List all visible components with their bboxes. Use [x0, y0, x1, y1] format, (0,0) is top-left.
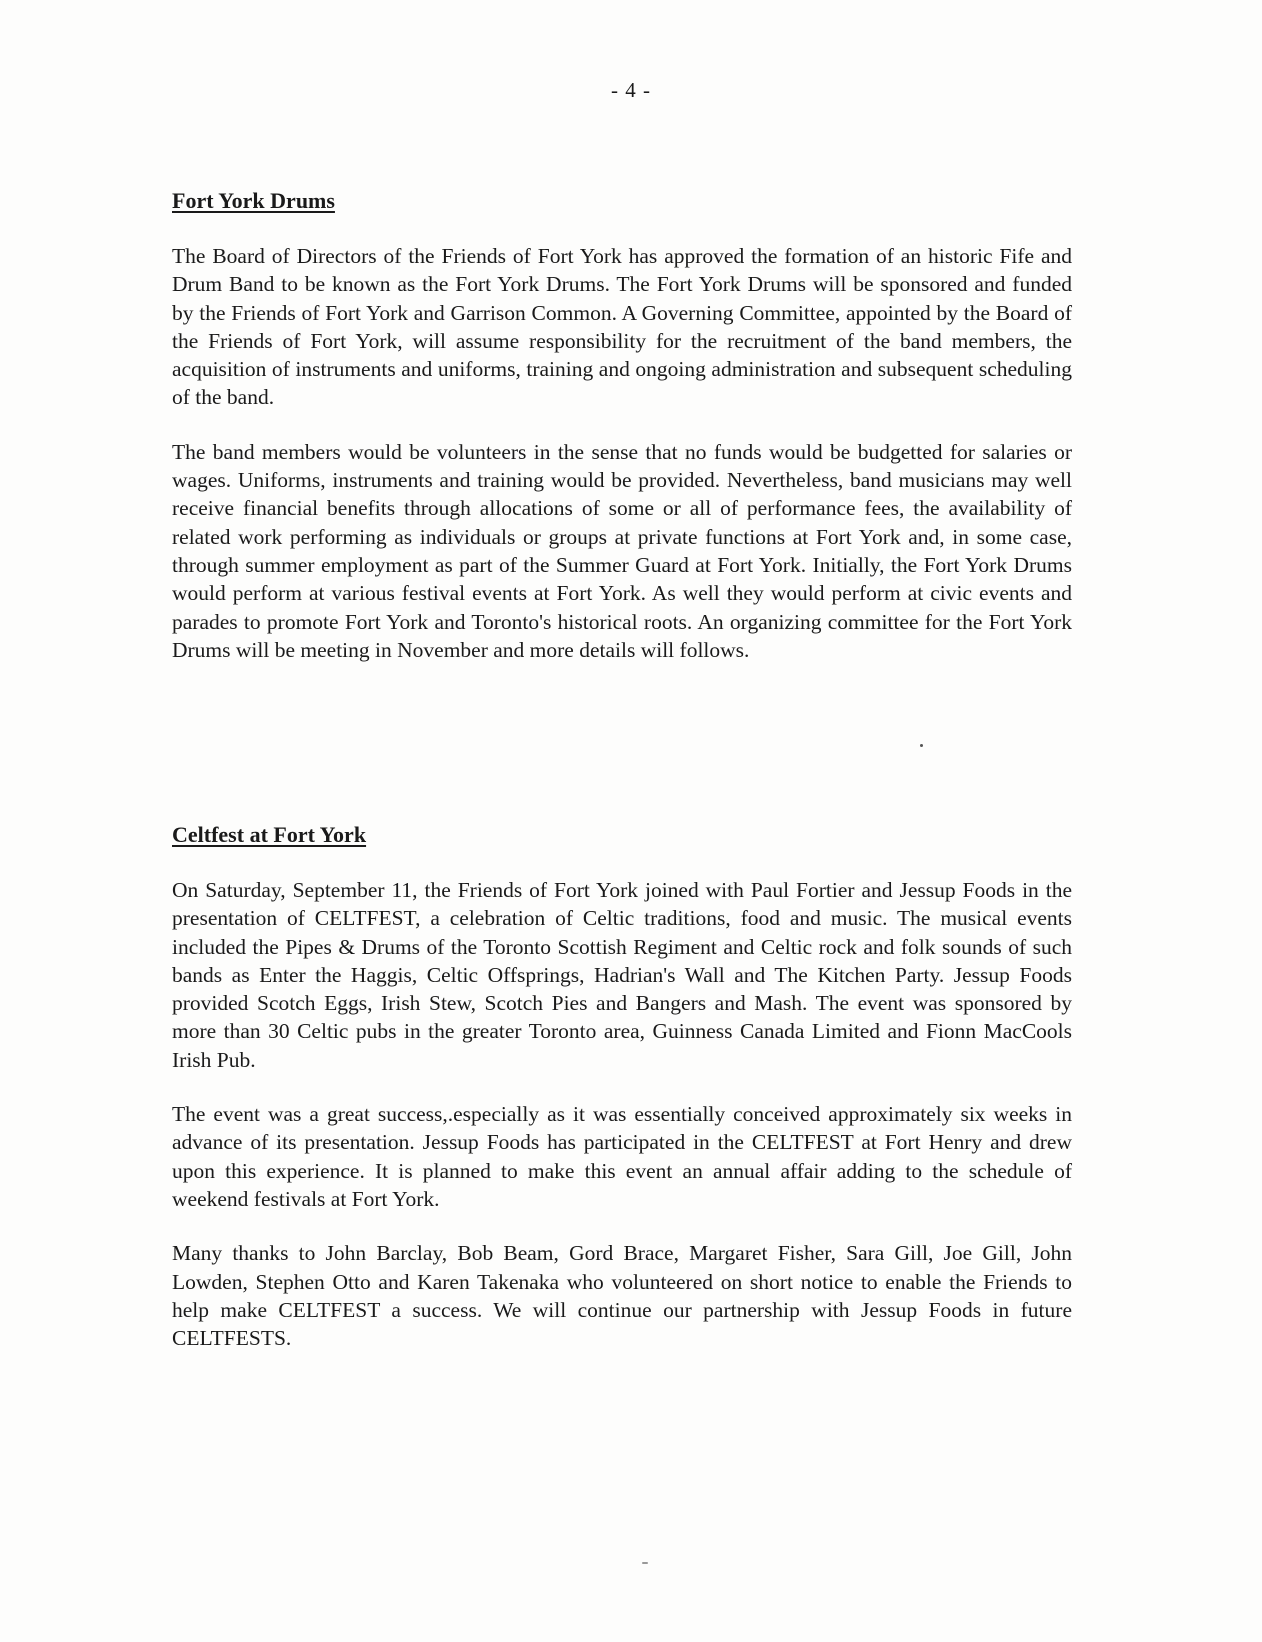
paragraph: The band members would be volunteers in the sense that no funds would be budgetted for salaries or wages. Uniforms, instruments and training would be provided. Nevertheless, band musicians may well receive financial benefits through allocations of some or all of performance fees, the availability of related work performing as individuals or groups at private functions at Fort York and, in some case, through summer employment as part of the Summer Guard at Fort York. Initially, the Fort York Drums would perform at various festival events at Fort York. As well they would perform at civic events and parades to promote Fort York and Toronto's historical roots. An organizing committee for the Fort York Drums will be meeting in November and more details will follows. [172, 439, 1072, 662]
paragraph: Many thanks to John Barclay, Bob Beam, Gord Brace, Margaret Fisher, Sara Gill, Joe Gill, John Lowden, Stephen Otto and Karen Takenaka who volunteered on short notice to enable the Friends to help make CELTFEST a success. We will continue our partnership with Jessup Foods in future CELTFESTS. [172, 1241, 1072, 1351]
section-heading: Celtfest at Fort York [172, 822, 367, 847]
section-celtfest [172, 822, 1072, 1378]
section-heading: Fort York Drums [172, 188, 335, 213]
page-number: - 4 - [611, 78, 651, 102]
scan-speck [642, 1562, 648, 1564]
paragraph: The Board of Directors of the Friends of Fort York has approved the formation of an historic Fife and Drum Band to be known as the Fort York Drums. The Fort York Drums will be sponsored and funded by the Friends of Fort York and Garrison Common. A Governing Committee, appointed by the Board of the Friends of Fort York, will assume responsibility for the recruitment of the band members, the acquisition of instruments and uniforms, training and ongoing administration and subsequent scheduling of the band. [172, 244, 1072, 410]
section-fort-york-drums [172, 188, 1072, 690]
paragraph: On Saturday, September 11, the Friends of Fort York joined with Paul Fortier and Jessup Foods in the presentation of CELTFEST, a celebration of Celtic traditions, food and music. The musical events included the Pipes & Drums of the Toronto Scottish Regiment and Celtic rock and folk sounds of such bands as Enter the Haggis, Celtic Offsprings, Hadrian's Wall and The Kitchen Party. Jessup Foods provided Scotch Eggs, Irish Stew, Scotch Pies and Bangers and Mash. The event was sponsored by more than 30 Celtic pubs in the greater Toronto area, Guinness Canada Limited and Fionn MacCools Irish Pub. [172, 878, 1072, 1072]
paragraph: The event was a great success,.especially as it was essentially conceived approximately six weeks in advance of its presentation. Jessup Foods has participated in the CELTFEST at Fort Henry and drew upon this experience. It is planned to make this event an annual affair adding to the schedule of weekend festivals at Fort York. [172, 1102, 1072, 1211]
scan-speck [920, 744, 923, 747]
